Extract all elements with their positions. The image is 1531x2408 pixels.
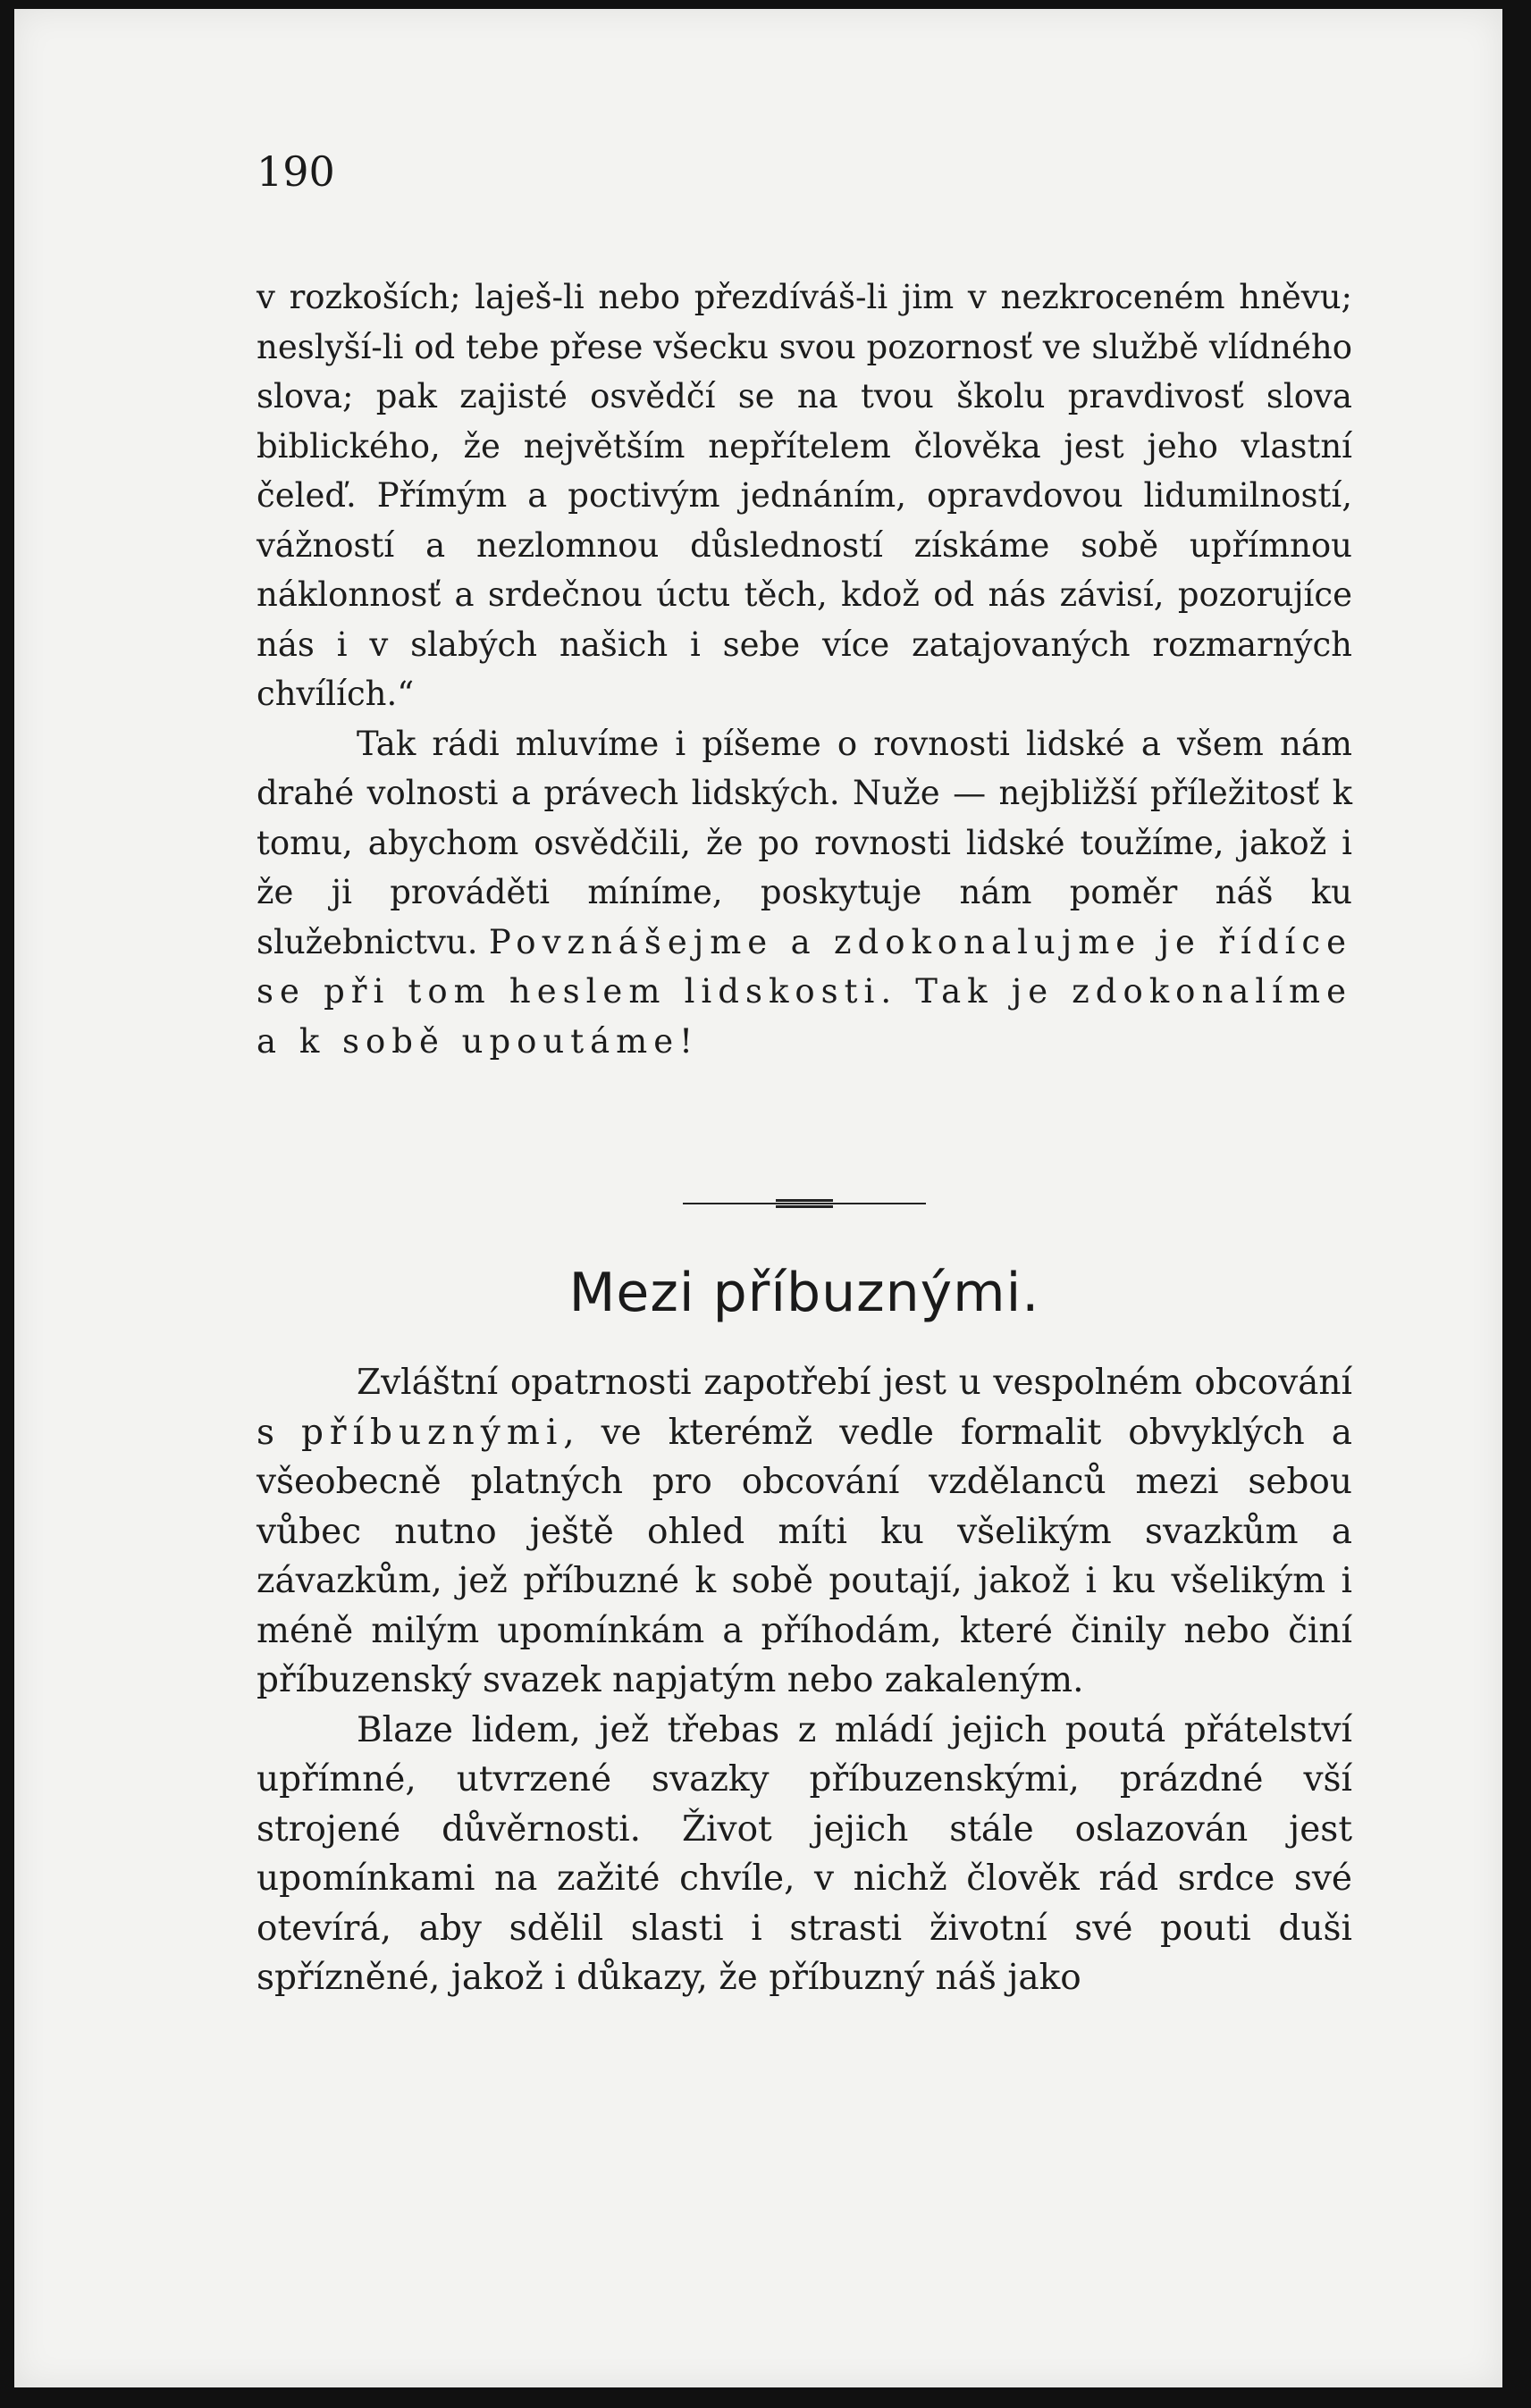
paragraph-continued: v rozkoších; laješ-li nebo přezdíváš-li jim v nezkroceném hněvu; neslyší-li od tebe přese všecku svou pozornosť ve službě vlídného slova; pak zajisté osvědčí se na tvou školu pravdivosť slova biblického, že největším nepřítelem člověka jest jeho vlastní čeleď. Přímým a poctivým jednáním, opravdovou lidumilností, vážností a nezlomnou důsledností získáme sobě upřímnou náklonnosť a srdečnou úctu těch, kdož od nás závisí, pozorujíce nás i v slabých našich i sebe více zatajovaných rozmarných chvílích.“ <box>257 278 1352 713</box>
divider-accent-bottom <box>776 1205 833 1208</box>
divider-accent-top <box>776 1199 833 1202</box>
section-heading: Mezi příbuznými. <box>568 1262 1040 1324</box>
continued-text-block <box>257 273 1352 1066</box>
section-divider <box>683 1197 926 1210</box>
paragraph-equality-text: Tak rádi mluvíme i píšeme o rovnosti lidské a všem nám drahé volnosti a právech lidských. Nuže — nejbližší příležitosť k tomu, abychom osvědčili, že po rovnosti lidské toužíme, jakož i že ji prováděti míníme, poskytuje nám poměr náš ku služebnictvu. <box>257 724 1352 961</box>
paragraph-relatives-start: Zvláštní opatrnosti zapotřebí jest u vespolném obcování s <box>257 1363 1352 1453</box>
divider-line <box>683 1203 926 1204</box>
paragraph-equality-spaced: Povznášejme a zdokonalujme je řídíce se při tom heslem lidskosti. Tak je zdokonalíme a k sobě upoutáme! <box>257 922 1352 1061</box>
paragraph-friendship: Blaze lidem, jež třebas z mládí jejich poutá přátelství upřímné, utvrzené svazky příbuzenskými, prázdné vší strojené důvěrnosti. Život jejich stále oslazován jest upomínkami na zažité chvíle, v nichž člověk rád srdce své otevírá, aby sdělil slasti i strasti životní své pouti duši spřízněné, jakož i důkazy, že příbuzný náš jako <box>257 1709 1352 1998</box>
paragraph-equality <box>257 719 1352 1067</box>
paragraph-relatives <box>257 1358 1352 1706</box>
paragraph-relatives-end: , ve kterémž vedle formalit obvyklých a všeobecně platných pro obcování vzdělanců mezi sebou vůbec nutno ještě ohled míti ku všelikým svazkům a závazkům, jež příbuzné k sobě poutají, jakož i ku všelikým i méně milým upomínkám a příhodám, které činily nebo činí příbuzenský svazek napjatým nebo zakaleným. <box>257 1412 1352 1700</box>
section-text-block <box>257 1358 1352 2003</box>
paragraph-relatives-spaced: příbuznými <box>300 1412 564 1453</box>
page-number: 190 <box>257 147 335 196</box>
